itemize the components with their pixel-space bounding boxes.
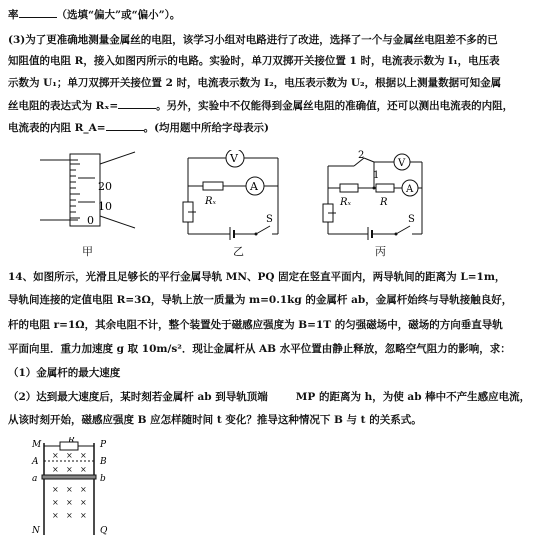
r-label-bing: R <box>380 197 388 208</box>
tick-20: 20 <box>98 180 112 193</box>
svg-text:A: A <box>32 457 39 467</box>
figure-bing-circuit <box>318 148 433 240</box>
switch-s-label: S <box>266 214 273 225</box>
svg-text:×: × <box>52 451 59 460</box>
q13-line-5: 丝电阻的表达式为 Rₓ= 。另外，实验中不仅能得到金属丝电阻的准确值，还可以测出电流表的内阻， <box>8 100 514 112</box>
figure-14-rails <box>30 437 120 537</box>
svg-text:×: × <box>66 485 73 494</box>
svg-text:×: × <box>80 485 87 494</box>
svg-text:×: × <box>52 511 59 520</box>
svg-text:×: × <box>52 485 59 494</box>
svg-text:×: × <box>80 465 87 474</box>
svg-text:a: a <box>32 474 38 484</box>
tick-0: 0 <box>87 214 94 227</box>
q14-line-5: （1）金属杆的最大速度 <box>8 367 121 379</box>
q14-line-1: 14、如图所示，光滑且足够长的平行金属导轨 MN、PQ 固定在竖直平面内，两导轨间的距离为 L=1m， <box>8 271 506 283</box>
q14-line-7: 从该时刻开始，磁感应强度 B 应怎样随时间 t 变化？推导这种情况下 B 与 t 的关系式。 <box>8 414 422 426</box>
q13-line-6: 电流表的内阻 R_A= 。(均用题中所给字母表示) <box>8 122 270 134</box>
voltmeter-label: V <box>230 152 238 165</box>
rx-label: Rₓ <box>205 196 217 207</box>
switch-pos-2: 2 <box>358 150 365 161</box>
svg-text:Q: Q <box>100 526 108 536</box>
svg-text:×: × <box>80 498 87 507</box>
q14-line-6: （2）达到最大速度后，某时刻若金属杆 ab 到导轨顶端 MP 的距离为 h，为使 ab 棒中不产生感应电流， <box>8 391 531 403</box>
caption-yi: 乙 <box>233 245 244 258</box>
q14-line-4: 平面向里．重力加速度 g 取 10m/s²．现让金属杆从 AB 水平位置由静止释放，忽略空气阻力的影响，求： <box>8 343 511 355</box>
q14-line-2: 导轨间连接的定值电阻 R=3Ω，导轨上放一质量为 m=0.1kg 的金属杆 ab，金属杆始终与导轨接触良好， <box>8 294 513 306</box>
caption-jia: 甲 <box>82 245 93 258</box>
svg-text:b: b <box>100 474 106 484</box>
switch-pos-1: 1 <box>373 170 380 181</box>
ammeter-label-bing: A <box>406 184 414 195</box>
answer-blank[interactable] <box>19 7 57 18</box>
svg-text:×: × <box>52 465 59 474</box>
svg-text:×: × <box>52 498 59 507</box>
svg-text:×: × <box>66 498 73 507</box>
tick-10: 10 <box>98 200 112 213</box>
figure-jia-micrometer <box>40 150 180 240</box>
svg-text:×: × <box>66 451 73 460</box>
q13-line-4: 示数为 U₁；单刀双掷开关接位置 2 时，电流表示数为 I₂，电压表示数为 U₂，根据以上测量数据可知金属 <box>8 77 502 89</box>
q13-line-2: (3)为了更准确地测量金属丝的电阻，该学习小组对电路进行了改进，选择了一个与金属丝电阻差不多的已 <box>8 34 498 46</box>
answer-blank[interactable] <box>118 98 156 109</box>
q13-line-1: 率 （选填“偏大”或“偏小”）。 <box>8 9 181 21</box>
q14-line-3: 杆的电阻 r=1Ω，其余电阻不计，整个装置处于磁感应强度为 B=1T 的匀强磁场中，磁场的方向垂直导轨 <box>8 319 503 331</box>
ammeter-label: A <box>250 180 258 193</box>
figure-yi-circuit <box>178 150 293 240</box>
switch-s-label-bing: S <box>408 214 415 225</box>
rx-label-bing: Rₓ <box>340 197 352 208</box>
svg-text:B: B <box>100 457 107 467</box>
svg-text:N: N <box>32 526 40 536</box>
q13-line-3: 知阻值的电阻 R，接入如图丙所示的电路。实验时，单刀双掷开关接位置 1 时，电流表示数为 I₁，电压表 <box>8 55 500 67</box>
svg-text:×: × <box>80 451 87 460</box>
svg-text:×: × <box>66 511 73 520</box>
answer-blank[interactable] <box>106 120 144 131</box>
svg-text:P: P <box>100 440 107 450</box>
voltmeter-label-bing: V <box>398 158 406 169</box>
svg-text:×: × <box>80 511 87 520</box>
caption-bing: 丙 <box>375 245 386 258</box>
svg-text:×: × <box>66 465 73 474</box>
svg-text:M: M <box>32 440 42 450</box>
